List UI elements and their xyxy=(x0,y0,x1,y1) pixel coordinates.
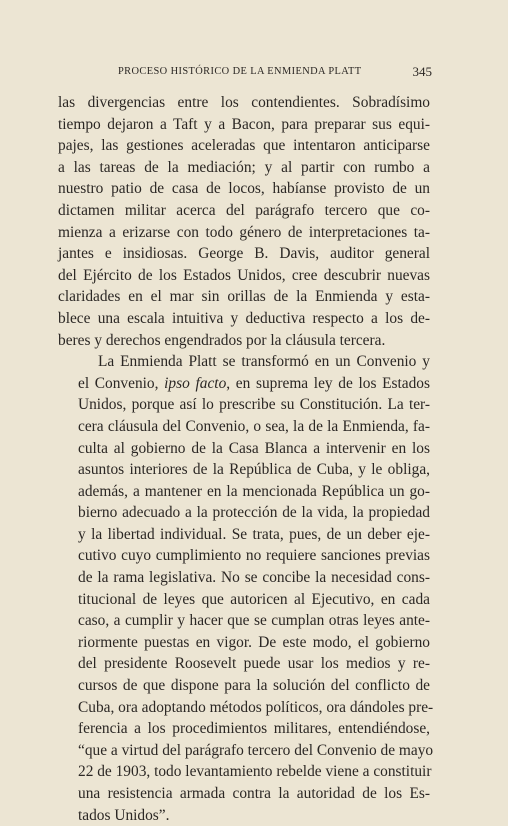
text-line: una resistencia armada contra la autoridad de los Es- xyxy=(78,785,430,802)
text-line: además, a mantener en la mencionada República un go- xyxy=(78,482,430,500)
text-line: tiempo dejaron a Taft y a Bacon, para preparar sus equi- xyxy=(58,115,430,133)
text-line: mienza a erizarse con todo género de interpretaciones ta- xyxy=(58,223,430,241)
text-segment: el Convenio, xyxy=(78,374,165,392)
text-line: del Ejército de los Estados Unidos, cree descubrir nuevas xyxy=(58,266,430,284)
text-line: blece una escala intuitiva y deductiva respecto a los de- xyxy=(58,309,430,327)
italic-phrase: ipso facto xyxy=(164,374,227,392)
text-line: Unidos, porque así lo prescribe su Constitución. La ter- xyxy=(78,396,430,414)
text-line: tados Unidos”. xyxy=(78,806,170,824)
running-header xyxy=(108,66,432,84)
text-line: beres y derechos engendrados por la cláusula tercera. xyxy=(58,331,386,349)
body-text xyxy=(58,92,434,826)
text-line: La Enmienda Platt se transformó en un Convenio y xyxy=(98,353,430,371)
text-line: de la rama legislativa. No se concibe la necesidad cons- xyxy=(78,569,430,587)
text-line: cutivo cuyo cumplimiento no requiere sanciones previas xyxy=(78,547,430,565)
paragraph-1 xyxy=(58,92,430,351)
text-line: ferencia a los procedimientos militares, entendiéndose, xyxy=(78,720,430,738)
text-line: claridades en el mar sin orillas de la Enmienda y esta- xyxy=(58,288,430,306)
text-line: jantes e insidiosas. George B. Davis, auditor general xyxy=(58,245,430,263)
text-line: las divergencias entre los contendientes. Sobradísimo xyxy=(58,94,430,111)
text-line: “que a virtud del parágrafo tercero del Convenio de mayo xyxy=(78,741,434,759)
text-line: asuntos interiores de la República de Cuba, y le obliga, xyxy=(78,461,430,479)
text-line xyxy=(58,373,430,395)
text-line: cera cláusula del Convenio, o sea, la de la Enmienda, fa- xyxy=(78,417,430,435)
text-segment: , en suprema ley de los Estados xyxy=(226,374,430,392)
text-line: riormente puestas en vigor. De este modo, el gobierno xyxy=(78,633,430,651)
page-number: 345 xyxy=(412,64,432,79)
text-line: del presidente Roosevelt puede usar los medios y re- xyxy=(78,655,430,673)
paragraph-2 xyxy=(58,351,434,826)
text-line: a las tareas de la mediación; y al partir con rumbo a xyxy=(58,158,430,176)
text-line: Cuba, ora adoptando métodos políticos, ora dándoles pre- xyxy=(78,698,434,716)
text-line: cursos de que dispone para la solución del conflicto de xyxy=(78,677,430,695)
running-title: PROCESO HISTÓRICO DE LA ENMIENDA PLATT xyxy=(118,66,362,77)
text-line: y la libertad individual. Se trata, pues, de un deber eje- xyxy=(78,525,430,543)
text-line: nuestro patio de casa de locos, habíanse provisto de un xyxy=(58,180,430,198)
text-line: dictamen militar acerca del parágrafo tercero que co- xyxy=(58,201,430,219)
text-line: pajes, las gestiones aceleradas que intentaron anticiparse xyxy=(58,137,430,155)
text-line: culta al gobierno de la Casa Blanca a intervenir en los xyxy=(78,439,430,457)
text-line: titucional de leyes que autoricen al Ejecutivo, en cada xyxy=(78,590,430,608)
text-line: bierno adecuado a la protección de la vida, la propiedad xyxy=(78,504,430,522)
text-line: caso, a cumplir y hacer que se cumplan otras leyes ante- xyxy=(78,612,430,630)
text-line: 22 de 1903, todo levantamiento rebelde viene a constituir xyxy=(78,763,432,781)
